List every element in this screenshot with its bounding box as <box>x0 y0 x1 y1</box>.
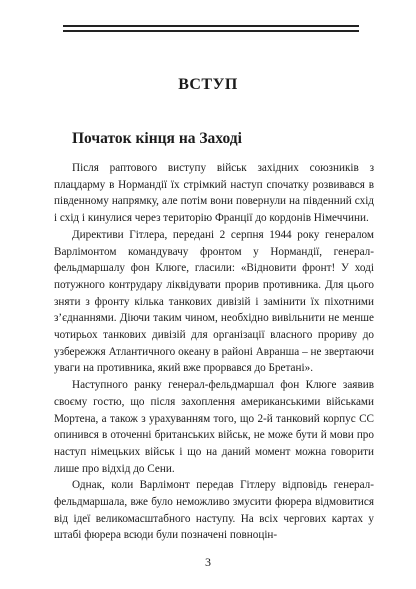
page-number: 3 <box>205 555 211 569</box>
body-text <box>54 160 374 544</box>
chapter-title: ВСТУП <box>178 76 238 93</box>
header-rule-bottom <box>63 30 359 32</box>
paragraph: Директиви Гітлера, передані 2 серпня 1944 року генералом Варлімонтом командувачу фронтом у Нормандії, генерал-фельдмаршалу фон Клюге, гласили: «Відновити фронт! У ході потужного контрудару ліквідувати прорив противника. Для цього зняти з фронту кілька танкових дивізій і замінити їх піхотними з’єднаннями. Діючи таким чином, необхідно вивільнити не менше чотирьох танкових дивізій для організації власного прориву до узбережжя Атлантичного океану в районі Авранша – не звертаючи уваги на противника, який вже прорвався до Бретані». <box>54 228 374 375</box>
paragraph: Наступного ранку генерал-фельдмаршал фон Клюге заявив своєму гостю, що після захоплення американськими військами Мортена, а також з урахуванням того, що 2-й танковий корпус СС опинився в оточенні британських військ, не може бути й мови про наступ німецьких військ і що на даний момент можна говорити лише про відхід до Сени. <box>54 379 374 475</box>
paragraph: Після раптового виступу військ західних союзників з плацдарму в Нормандії їх стрімкий наступ спочатку розвивався в південному напрямку, але потім вони повернули на південний схід і схід і кинулися через територію Франції до кордонів Німеччини. <box>54 162 374 225</box>
section-title: Початок кінця на Заході <box>72 130 242 147</box>
header-rule-top <box>63 25 359 27</box>
paragraph: Однак, коли Варлімонт передав Гітлеру відповідь генерал-фельдмаршала, вже було неможливо змусити фюрера відмовитися від ідеї великомасштабного наступу. На всіх чергових картах у штабі фюрера всюди були позначені повноцін- <box>54 479 374 542</box>
